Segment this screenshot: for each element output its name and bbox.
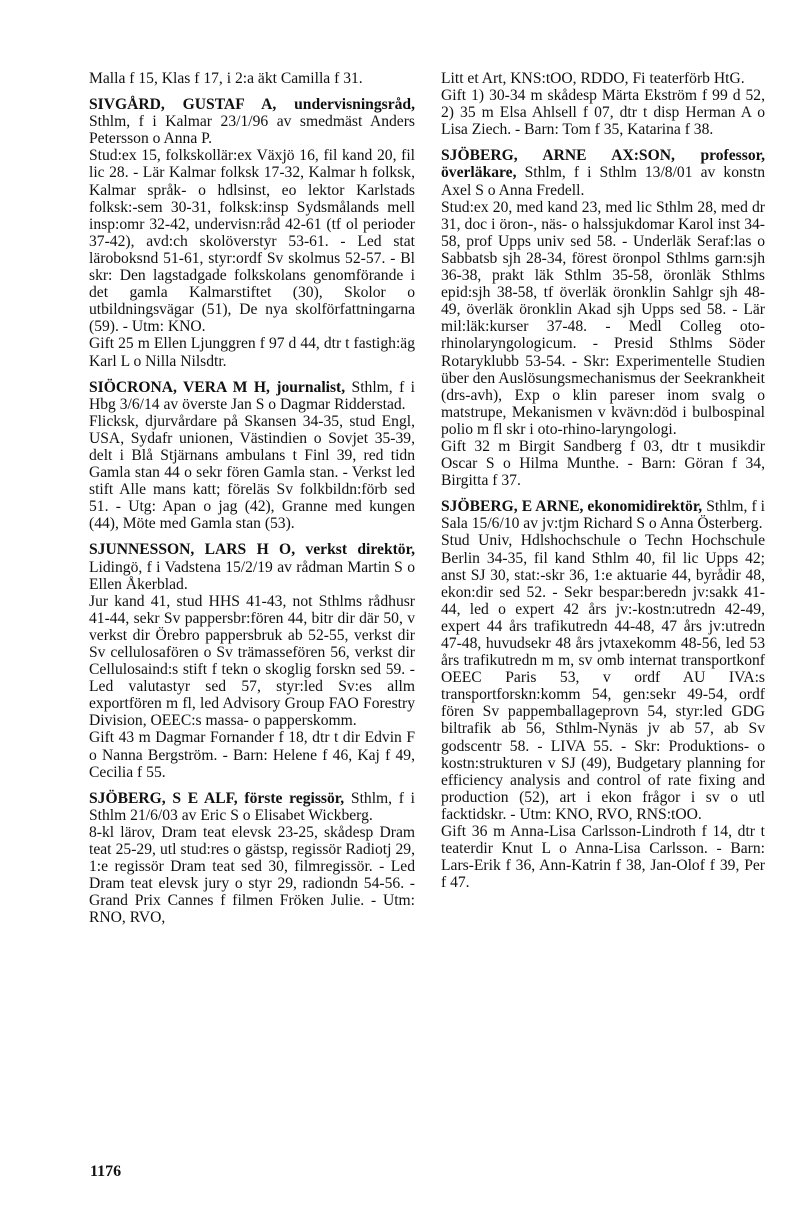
entry-name: SJÖBERG, S E ALF, [89, 789, 238, 807]
entry-paragraph [89, 96, 415, 147]
entry-continuation [441, 70, 765, 138]
entry-text: 8-kl lärov, Dram teat elevsk 23-25, skådesp Dram teat 25-29, utl stud:res o gästsp, regissör Radiotj 29, 1:e regissör Dram teat sed 30, filmregissör. - Led Dram teat elevsk jury o styr 29, radiondn 54-56. - Grand Prix Cannes f filmen Fröken Julie. - Utm: RNO, RVO, [89, 823, 415, 927]
entry-paragraph [441, 823, 765, 891]
entry-continuation [89, 70, 415, 87]
entry-text: Stud Univ, Hdlshochschule o Techn Hochschule Berlin 34-35, fil kand Sthlm 40, fil lic Upps 42; anst SJ 30, stat:-skr 36, 1:e aktuarie 44, byrådir 48, ekon:dir sed 52. - Sekr bespar:beredn jv:sakk 41-44, led o expert 42 års jv:-kostn:utredn 42-49, expert 44 års trafikutredn 44-48, 47 års jv:utredn 47-48, huvudsekr 48 års jvtaxekomm 48-56, led 53 års trafikutredn m m, sv omb internat transportkonf OEEC Paris 53, v ordf AU IVA:s transportforskn:komm 54, gen:sekr 49-54, ordf fören Sv pappemballageprovn 54, styr:led GDG biltrafik ab 56, Sthlm-Nynäs jv ab 57, ab Sv godscentr 58. - LIVA 55. - Skr: Produktions- o kostn:strukturen v SJ (49), Budgetary planning for efficiency analysis and control of rate fixing and production (52), art i ekon frågor i sv o utl facktidskr. - Utm: KNO, RVO, RNS:tOO. [441, 532, 765, 823]
entry-paragraph [441, 70, 765, 87]
entry-paragraph [89, 790, 415, 824]
entry-paragraph [441, 532, 765, 823]
entry-text: Lidingö, f i Vadstena 15/2/19 av rådman Martin S o Ellen Åkerblad. [89, 558, 415, 593]
entry-paragraph [89, 335, 415, 369]
entry-text: Stud:ex 15, folkskollär:ex Växjö 16, fil kand 20, fil lic 28. - Lär Kalmar folksk 17-32, Kalmar h folksk, Kalmar språk- o hdlsinst, eo lektor Karlstads folksk:-sem 30-31, folksk:insp Sydsmålands mell insp:omr 32-42, undervisn:råd 42-61 (tf ol perioder 37-42), avd:ch skolöverstyr 53-61. - Led stat läroboksnd 51-61, styr:ordf Sv skolmus 52-57. - Bl skr: Den lagstadgade folkskolans genomförande i det gamla Kalmarstiftet (30), Skolor o utbildningsvägar (51), De nya skolförfattningarna (59). - Utm: KNO. [89, 147, 415, 336]
biography-entry [89, 790, 415, 927]
entry-text: Jur kand 41, stud HHS 41-43, not Sthlms rådhusr 41-44, sekr Sv pappersbr:fören 44, bitr dir där 50, v verkst dir Örebro pappersbruk ab 52-55, verkst dir Sv cellulosafören o Sv trämassefören 56, verkst dir Cellulosaind:s stift f tekn o skoglig forskn sed 59. - Led valutastyr sed 57, styr:led Sv:es allm exportfören m fl, led Advisory Group FAO Forestry Division, OEEC:s massa- o papperskomm. [89, 592, 415, 730]
entry-name: SJÖBERG, E ARNE, [441, 498, 584, 516]
entry-text: Gift 36 m Anna-Lisa Carlsson-Lindroth f 14, dtr t teaterdir Knut L o Anna-Lisa Carlsson. - Barn: Lars-Erik f 36, Ann-Katrin f 38, Jan-Olof f 39, Per f 47. [441, 823, 765, 892]
entry-text: Flicksk, djurvårdare på Skansen 34-35, stud Engl, USA, Sydafr unionen, Västindien o Sovjet 35-39, delt i Blå Stjärnans ambulans t Finl 39, red tidn Gamla stan 44 o sekr fören Gamla stan. - Verkst led stift Alle mans katt; föreläs Sv folkbildn:förb sed 51. - Utg: Apan o jag (42), Granne med kungen (44), Möte med Gamla stan (53). [89, 412, 415, 533]
entry-paragraph [89, 413, 415, 533]
entry-text: Gift 32 m Birgit Sandberg f 03, dtr t musikdir Oscar S o Hilma Munthe. - Barn: Göran f 34, Birgitta f 37. [441, 437, 765, 490]
entry-name: SIÖCRONA, VERA M H, [89, 378, 270, 396]
entry-title: journalist, [276, 378, 346, 396]
entry-paragraph [89, 593, 415, 730]
entry-text: Gift 25 m Ellen Ljunggren f 97 d 44, dtr t fastigh:äg Karl L o Nilla Nilsdtr. [89, 335, 415, 370]
entry-paragraph [89, 70, 415, 87]
entry-name: SJUNNESSON, LARS H O, [89, 541, 296, 559]
biography-entry [441, 147, 765, 489]
page-number: 1176 [90, 1163, 122, 1180]
entry-paragraph [441, 147, 765, 198]
entry-text: Gift 1) 30-34 m skådesp Märta Ekström f 99 d 52, 2) 35 m Elsa Ahlsell f 07, dtr t disp Herman A o Lisa Ziech. - Barn: Tom f 35, Katarina f 38. [441, 87, 765, 139]
entry-paragraph [89, 729, 415, 780]
entry-paragraph [89, 824, 415, 927]
entry-paragraph [441, 199, 765, 438]
entry-paragraph [441, 438, 765, 489]
entry-title: förste regissör, [244, 789, 345, 807]
entry-text: Stud:ex 20, med kand 23, med lic Sthlm 28, med dr 31, doc i öron-, näs- o halssjukdomar Karol inst 34-58, prof Upps univ sed 58. - Underläk Seraf:las o Sabbatsb sjh 28-34, förest öronpol Sthlms garn:sjh 36-38, prakt läk Sthlm 35-58, öronläk Sthlms epid:sjh 38-58, tf överläk öronklin Sahlgr sjh 48-49, överläk öronklin Akad sjh Upps sed 58. - Lär mil:läk:kurser 37-48. - Medl Colleg oto-rhinolaryngologicum. - Presid Sthlms Söder Rotaryklubb 53-54. - Skr: Experimentelle Studien über den Auslösungsmechanismus der Seekrankheit (drs-avh), Exp o klin pareser inom svalg o matstrupe, Mekanismen v kvävn:död i bulbospinal polio m fl skr i oto-rhino-laryngologi. [441, 198, 765, 438]
biography-entry [89, 541, 415, 780]
entry-title: professor, överläkare, [441, 147, 765, 182]
biography-entry [89, 96, 415, 370]
left-column [89, 70, 415, 936]
entry-title: ekonomidirektör, [587, 498, 703, 516]
entry-paragraph [89, 147, 415, 335]
entry-title: verkst direktör, [305, 541, 415, 559]
biography-entry [441, 498, 765, 891]
entry-name: SIVGÅRD, GUSTAF A, [89, 96, 277, 114]
right-column [441, 70, 765, 900]
entry-paragraph [89, 541, 415, 592]
entry-text: Sthlm, f i Hbg 3/6/14 av överste Jan S o Dagmar Ridderstad. [89, 378, 415, 413]
entry-paragraph [441, 498, 765, 532]
entry-paragraph [89, 379, 415, 413]
entry-text: Sthlm, f i Sthlm 13/8/01 av konstn Axel S o Anna Fredell. [441, 164, 765, 199]
entry-text: Sthlm, f i Sthlm 21/6/03 av Eric S o Elisabet Wickberg. [89, 789, 415, 824]
entry-title: undervisningsråd, [294, 96, 415, 114]
entry-text: Litt et Art, KNS:tOO, RDDO, Fi teaterförb HtG. [441, 70, 745, 87]
entry-text: Sthlm, f i Sala 15/6/10 av jv:tjm Richard S o Anna Österberg. [441, 498, 765, 533]
biography-entry [89, 379, 415, 533]
entry-text: Gift 43 m Dagmar Fornander f 18, dtr t dir Edvin F o Nanna Bergström. - Barn: Helene f 46, Kaj f 49, Cecilia f 55. [89, 729, 415, 781]
entry-name: SJÖBERG, ARNE AX:SON, [441, 147, 675, 165]
entry-text: Malla f 15, Klas f 17, i 2:a äkt Camilla f 31. [89, 70, 363, 87]
entry-text: Sthlm, f i Kalmar 23/1/96 av smedmäst Anders Petersson o Anna P. [89, 113, 415, 148]
entry-paragraph [441, 87, 765, 138]
